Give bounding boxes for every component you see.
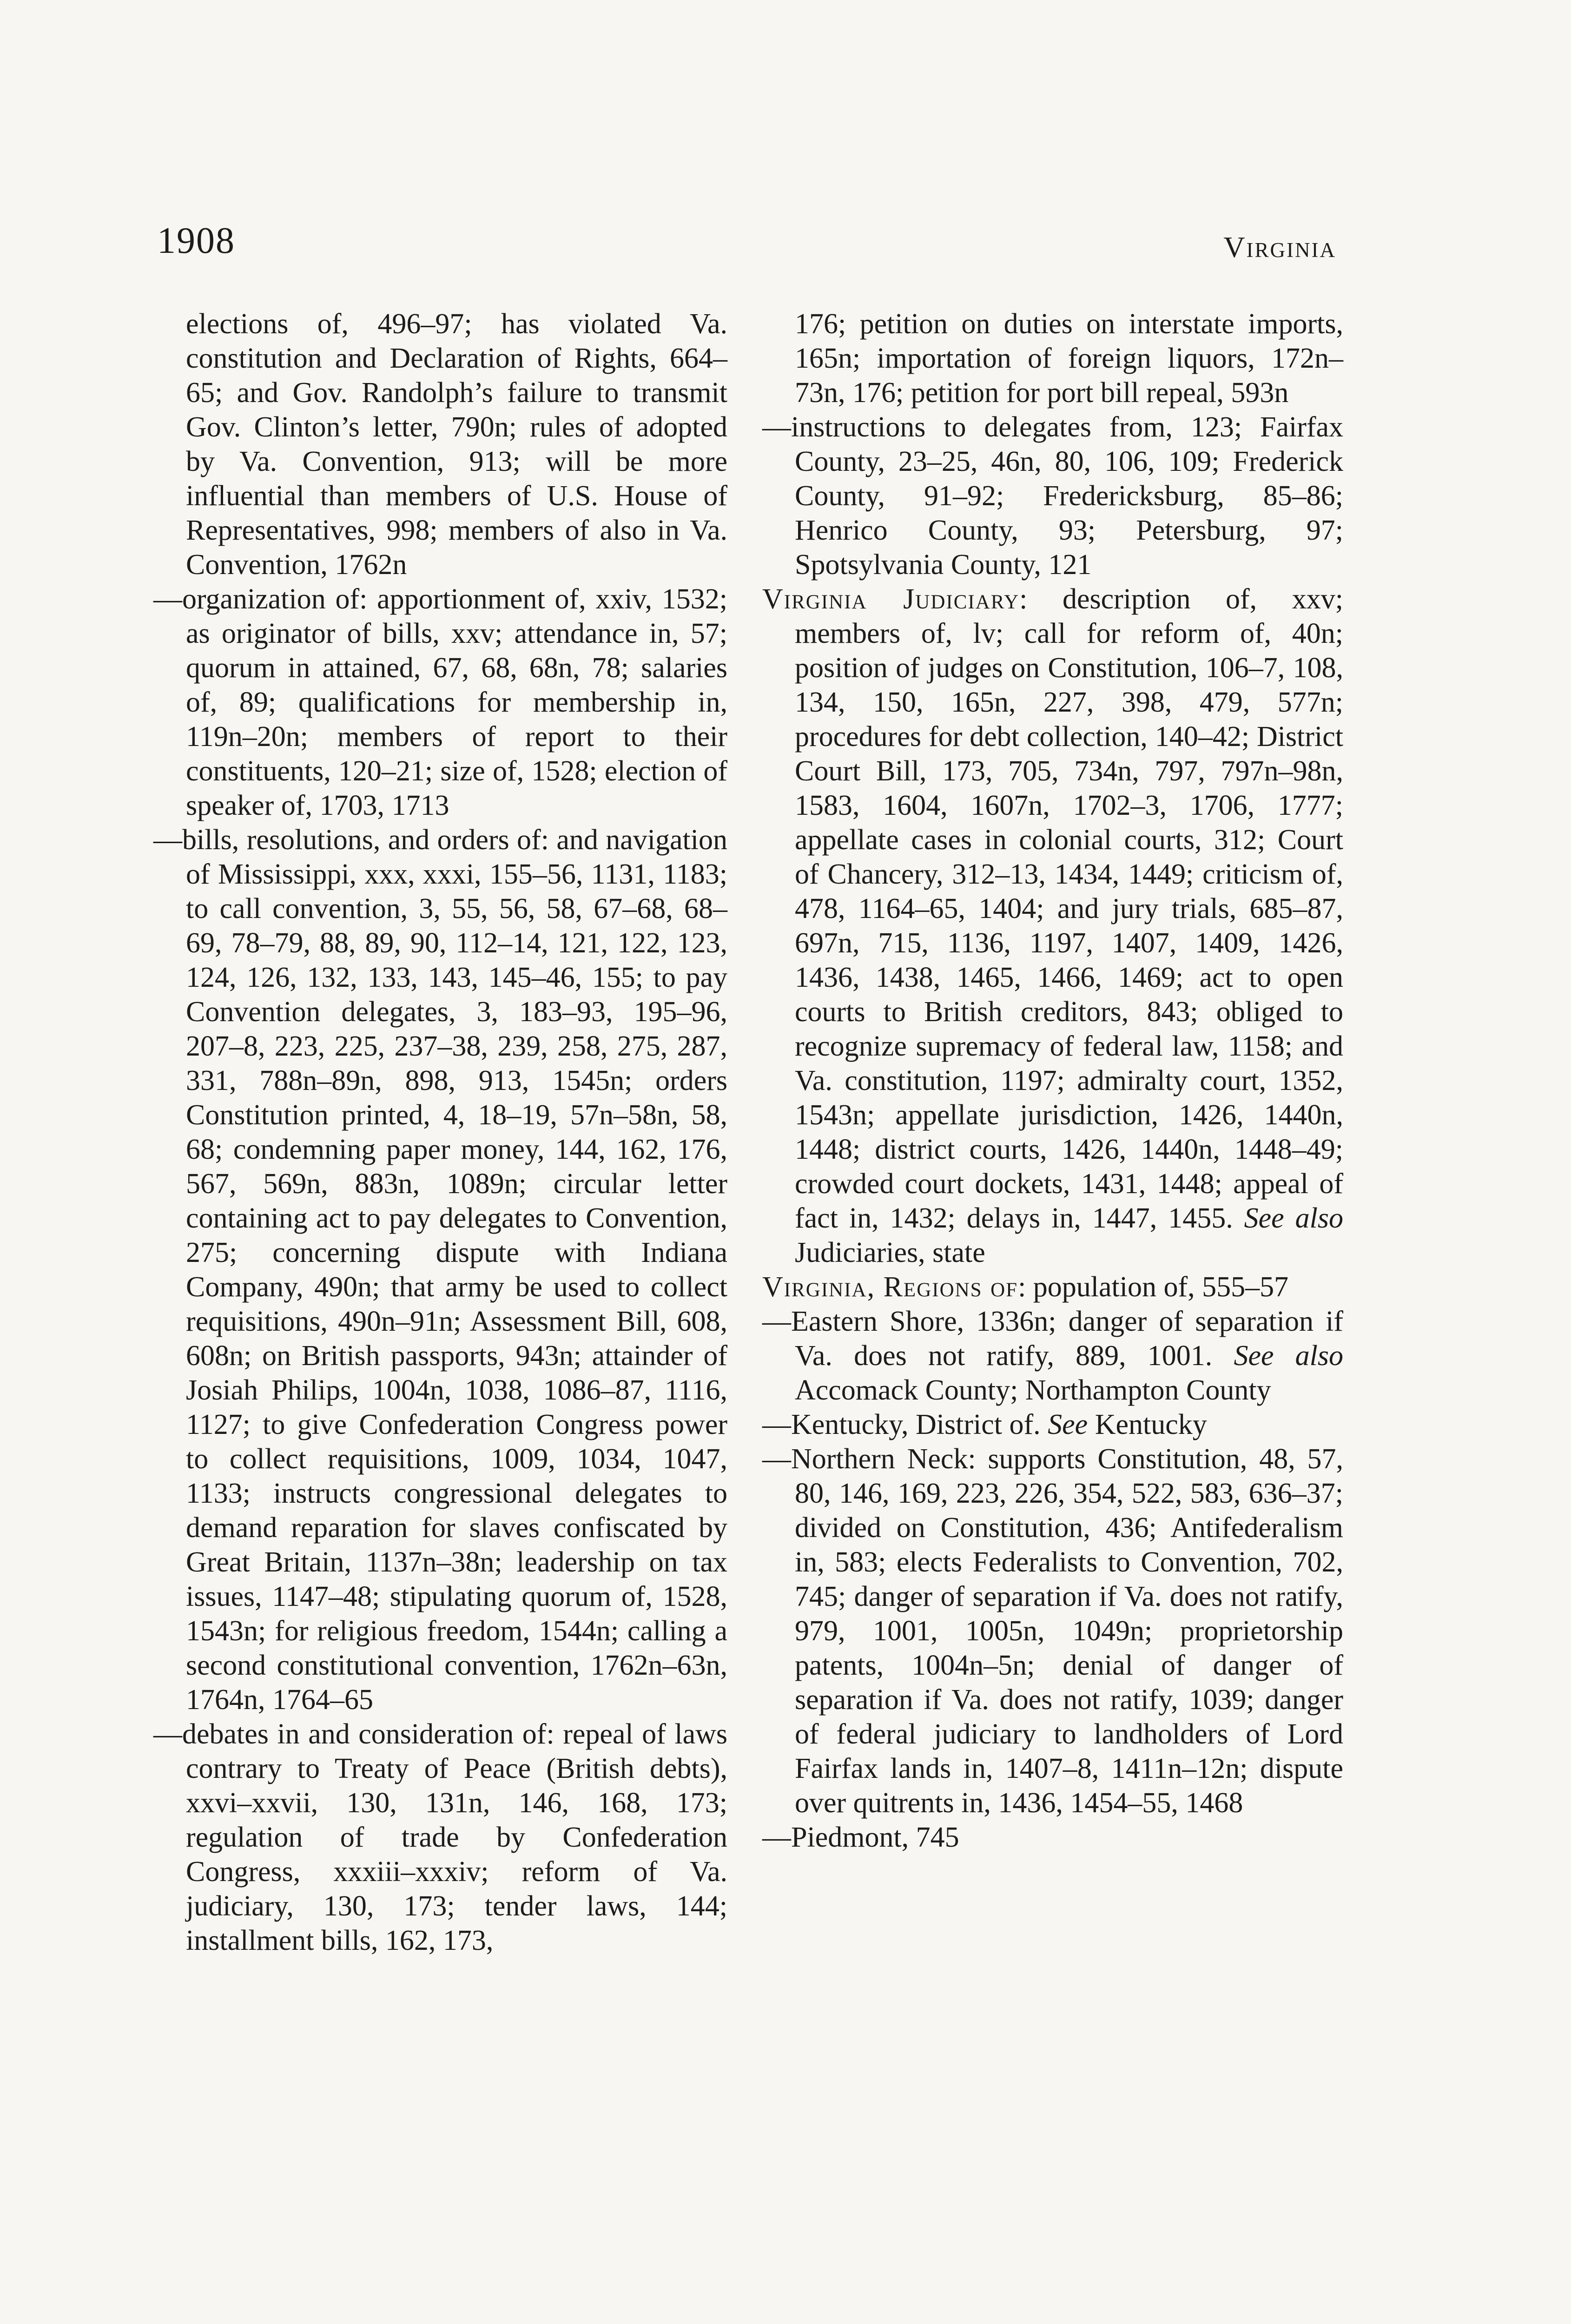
index-entry (762, 1270, 1343, 1304)
entry-text: Accomack County; Northampton County (795, 1374, 1271, 1406)
entry-text: : description of, xxv; members of, lv; call for reform of, 40n; position of judges on Constitution, 106–7, 108, 134, 150, 165n, 227, 398, 479, 577n; procedures for debt collection, 140–42; District Court Bill, 173, 705, 734n, 797, 797n–98n, 1583, 1604, 1607n, 1702–3, 1706, 1777; appellate cases in colonial courts, 312; Court of Chancery, 312–13, 1434, 1449; criticism of, 478, 1164–65, 1404; and jury trials, 685–87, 697n, 715, 1136, 1197, 1407, 1409, 1426, 1436, 1438, 1465, 1466, 1469; act to open courts to British creditors, 843; obliged to recognize supremacy of federal law, 1158; and Va. constitution, 1197; admiralty court, 1352, 1543n; appellate jurisdiction, 1426, 1440n, 1448; district courts, 1426, 1440n, 1448–49; crowded court dockets, 1431, 1448; appeal of fact in, 1432; delays in, 1447, 1455. (795, 583, 1343, 1234)
index-entry: —debates in and consideration of: repeal of laws contrary to Treaty of Peace (British debts), xxvi–xxvii, 130, 131n, 146, 168, 173; regulation of trade by Confederation Congress, xxxiii–xxxiv; reform of Va. judiciary, 130, 173; tender laws, 144; installment bills, 162, 173, (153, 1718, 727, 1956)
page-number: 1908 (157, 220, 235, 261)
index-heading: Virginia Judiciary (762, 583, 1020, 615)
index-entry: 176; petition on duties on interstate imports, 165n; importation of foreign liquors, 172n–73n, 176; petition for port bill repeal, 593n (795, 308, 1343, 409)
index-entry: elections of, 496–97; has violated Va. constitution and Declaration of Rights, 664–65; and Gov. Randolph’s failure to transmit Gov. Clinton’s letter, 790n; rules of adopted by Va. Convention, 913; will be more influential than members of U.S. House of Representatives, 998; members of also in Va. Convention, 1762n (186, 308, 727, 581)
see-reference: See (1048, 1409, 1088, 1440)
index-entry (762, 1304, 1343, 1407)
entry-text: Judiciaries, state (795, 1237, 985, 1268)
index-entry (762, 1407, 1343, 1442)
entry-text: Kentucky (1095, 1409, 1207, 1440)
index-heading: Virginia, Regions of (762, 1271, 1018, 1303)
index-entry (762, 582, 1343, 1270)
entry-text: —Kentucky, District of. (762, 1409, 1041, 1440)
entry-text: —Eastern Shore, 1336n; danger of separation if Va. does not ratify, 889, 1001. (762, 1306, 1343, 1372)
left-column (153, 307, 727, 1958)
see-also-reference: See also (1244, 1202, 1343, 1234)
right-column (762, 307, 1343, 1855)
running-head: Virginia (1223, 231, 1336, 264)
entry-text: : population of, 555–57 (1018, 1271, 1289, 1303)
index-entry: —instructions to delegates from, 123; Fairfax County, 23–25, 46n, 80, 106, 109; Frederick County, 91–92; Fredericksburg, 85–86; Henrico County, 93; Petersburg, 97; Spotsylvania County, 121 (762, 411, 1343, 581)
see-also-reference: See also (1234, 1340, 1344, 1372)
index-entry: —Northern Neck: supports Constitution, 48, 57, 80, 146, 169, 223, 226, 354, 522, 583, 636–37; divided on Constitution, 436; Antifederalism in, 583; elects Federalists to Convention, 702, 745; danger of separation if Va. does not ratify, 979, 1001, 1005n, 1049n; proprietorship patents, 1004n–5n; denial of danger of separation if Va. does not ratify, 1039; danger of federal judiciary to landholders of Lord Fairfax lands in, 1407–8, 1411n–12n; dispute over quitrents in, 1436, 1454–55, 1468 (762, 1443, 1343, 1819)
index-entry: —bills, resolutions, and orders of: and navigation of Mississippi, xxx, xxxi, 155–56, 1131, 1183; to call convention, 3, 55, 56, 58, 67–68, 68–69, 78–79, 88, 89, 90, 112–14, 121, 122, 123, 124, 126, 132, 133, 143, 145–46, 155; to pay Convention delegates, 3, 183–93, 195–96, 207–8, 223, 225, 237–38, 239, 258, 275, 287, 331, 788n–89n, 898, 913, 1545n; orders Constitution printed, 4, 18–19, 57n–58n, 58, 68; condemning paper money, 144, 162, 176, 567, 569n, 883n, 1089n; circular letter containing act to pay delegates to Convention, 275; concerning dispute with Indiana Company, 490n; that army be used to collect requisitions, 490n–91n; Assessment Bill, 608, 608n; on British passports, 943n; attainder of Josiah Philips, 1004n, 1038, 1086–87, 1116, 1127; to give Confederation Congress power to collect requisitions, 1009, 1034, 1047, 1133; instructs congressional delegates to demand reparation for slaves confiscated by Great Britain, 1137n–38n; leadership on tax issues, 1147–48; stipulating quorum of, 1528, 1543n; for religious freedom, 1544n; calling a second constitutional convention, 1762n–63n, 1764n, 1764–65 (153, 824, 727, 1716)
index-entry: —Piedmont, 745 (762, 1822, 959, 1853)
index-entry: —organization of: apportionment of, xxiv, 1532; as originator of bills, xxv; attendance in, 57; quorum in attained, 67, 68, 68n, 78; salaries of, 89; qualifications for membership in, 119n–20n; members of report to their constituents, 120–21; size of, 1528; election of speaker of, 1703, 1713 (153, 583, 727, 821)
